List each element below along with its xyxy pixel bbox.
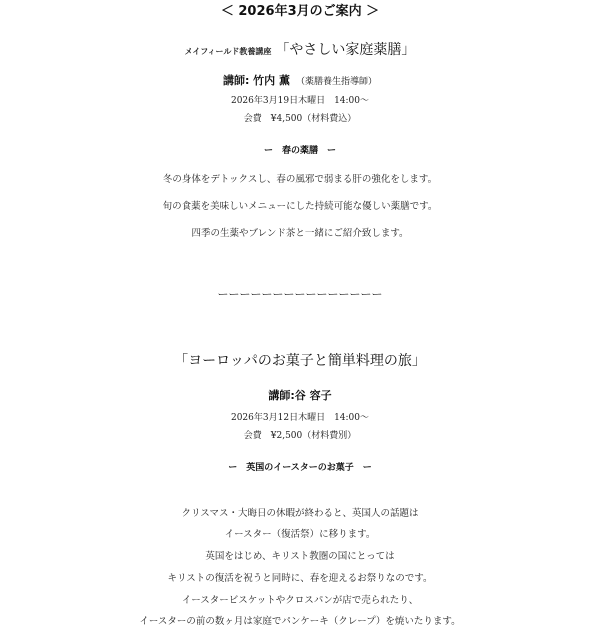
course1-body-line: 旬の食薬を美味しいメニューにした持続可能な優しい薬膳です。 xyxy=(162,201,438,212)
course2-title: 「ヨーロッパのお菓子と簡単料理の旅」 xyxy=(174,353,426,369)
section-divider: ーーーーーーーーーーーーーーー xyxy=(217,288,383,301)
course2-body-line: 英国をはじめ、キリスト教圏の国にとっては xyxy=(205,551,395,562)
course1-lecturer: 講師: 竹内 薫 xyxy=(222,74,291,87)
course2-theme: ー 英国のイースターのお菓子 ー xyxy=(228,463,372,473)
course2-lecturer: 講師:谷 容子 xyxy=(268,389,332,402)
course2-fee: 会費 ¥2,500（材料費別） xyxy=(243,431,357,441)
course2-body-line: イースタービスケットやクロスパンが店で売られたり、 xyxy=(181,595,419,606)
course2-body-line: イースター（復活祭）に移ります。 xyxy=(224,529,376,540)
course1-body-line: 冬の身体をデトックスし、春の風邪で弱まる肝の強化をします。 xyxy=(162,174,438,185)
course1-title-row xyxy=(0,41,600,57)
course1-title: 「やさしい家庭薬膳」 xyxy=(275,42,416,58)
course2-body-line: クリスマス・大晦日の休暇が終わると、英国人の話題は xyxy=(181,508,419,519)
course1-body-line: 四季の生薬やブレンド茶と一緒にご紹介致します。 xyxy=(191,228,409,239)
page-title: ＜ 2026年3月のご案内 ＞ xyxy=(220,4,380,19)
course2-body-line: イースターの前の数ヶ月は家庭でパンケーキ（クレープ）を焼いたります。 xyxy=(139,616,461,627)
course2-datetime: 2026年3月12日木曜日 14:00～ xyxy=(230,413,370,423)
course1-lecturer-note: （薬膳養生指導師） xyxy=(296,77,378,87)
course1-theme: ー 春の薬膳 ー xyxy=(263,146,336,156)
course1-lecturer-row xyxy=(0,75,600,87)
course1-datetime: 2026年3月19日木曜日 14:00～ xyxy=(230,96,370,106)
course1-fee: 会費 ¥4,500（材料費込） xyxy=(243,114,357,124)
course2-body-line: キリストの復活を祝うと同時に、春を迎えるお祭りなのです。 xyxy=(167,573,433,584)
course1-organizer: メイフィールド教養講座 xyxy=(184,47,272,56)
